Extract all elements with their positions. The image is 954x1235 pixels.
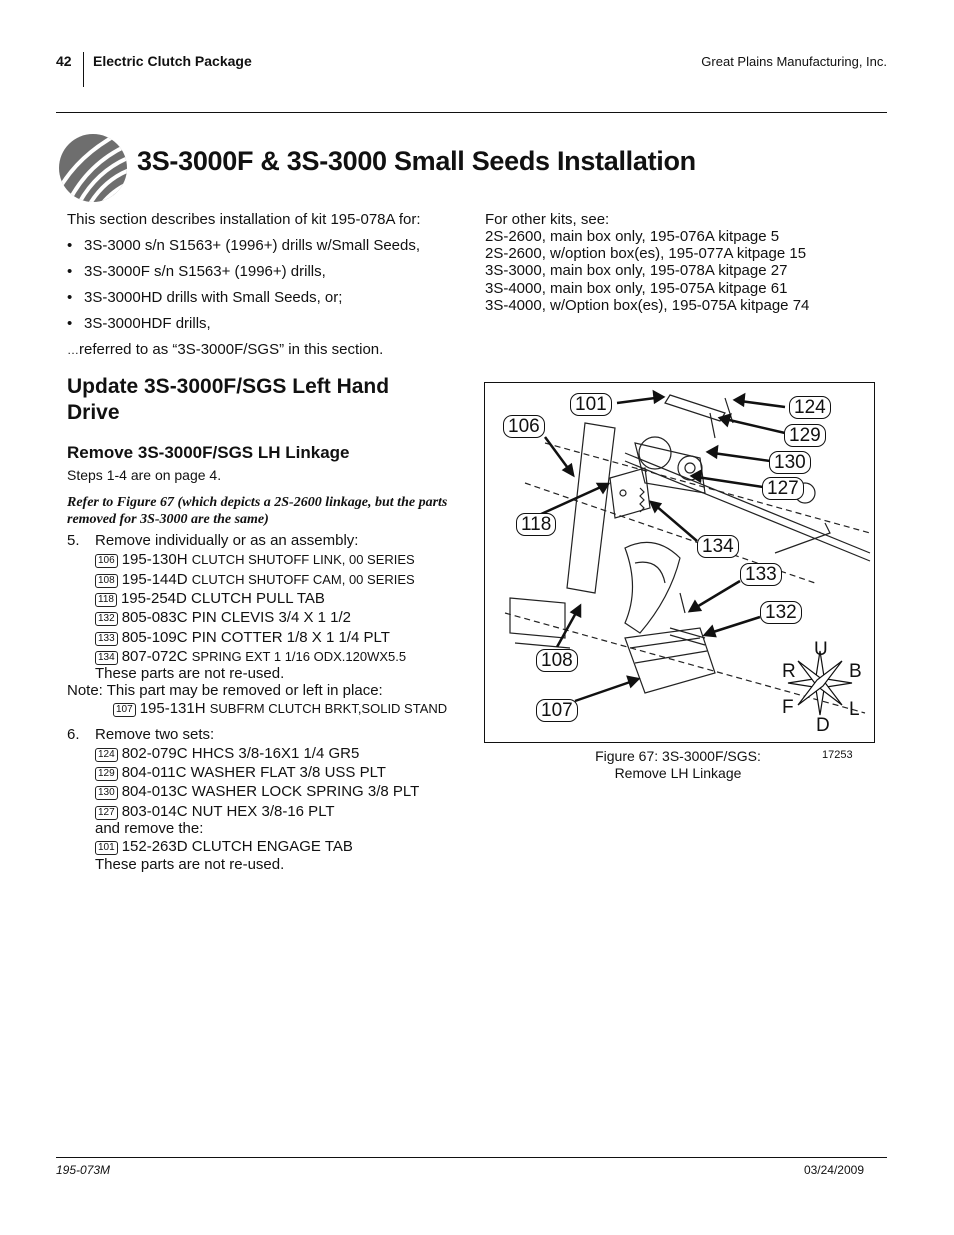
callout-ref: 101 [95, 841, 118, 855]
not-reused-note: These parts are not re-used. [95, 665, 285, 682]
callout-ref: 106 [95, 554, 118, 568]
other-kits-lead: For other kits, see: [485, 211, 610, 228]
footer-rule [56, 1157, 887, 1158]
direction-left: L [849, 699, 860, 720]
header-section: Electric Clutch Package [93, 53, 252, 69]
callout-133: 133 [740, 563, 782, 586]
part-desc: SUBFRM CLUTCH BRKT,SOLID STAND [209, 701, 448, 716]
direction-front: F [782, 697, 794, 718]
subheading: Remove 3S-3000F/SGS LH Linkage [67, 443, 350, 462]
part-line [95, 764, 386, 781]
part-number: 152-263D [121, 838, 188, 855]
callout-ref: 108 [95, 574, 118, 588]
step-6-text: Remove two sets: [95, 726, 215, 743]
part-number: 195-254D [120, 590, 187, 607]
callout-ref: 127 [95, 806, 118, 820]
part-number: 803-014C [121, 803, 188, 820]
referred-note [67, 341, 383, 358]
part-desc: WASHER LOCK SPRING 3/8 PLT [191, 783, 420, 800]
callout-106: 106 [503, 415, 545, 438]
figure-67 [484, 382, 875, 743]
part-number: 195-144D [121, 571, 188, 588]
part-desc: PIN COTTER 1/8 X 1 1/4 PLT [191, 629, 390, 646]
step-5-text: Remove individually or as an assembly: [95, 532, 359, 549]
part-number: 804-011C [121, 764, 187, 781]
kit-reference: 3S-4000, main box only, 195-075A kitpage 61 [485, 280, 788, 297]
callout-ref: 124 [95, 748, 118, 762]
caption-line-2: Remove LH Linkage [614, 765, 742, 781]
part-desc: HHCS 3/8-16X1 1/4 GR5 [191, 745, 360, 762]
intro-lead: This section describes installation of kit 195-078A for: [67, 211, 421, 228]
footer-date: 03/24/2009 [803, 1163, 864, 1177]
callout-134: 134 [697, 535, 739, 558]
part-line [95, 629, 390, 646]
part-line [95, 590, 325, 607]
footer-doc-number: 195-073M [56, 1163, 111, 1177]
part-line [95, 571, 415, 588]
part-line [95, 745, 359, 762]
part-line [95, 838, 353, 855]
part-desc: SPRING EXT 1 1/16 ODX.120WX5.5 [191, 649, 407, 664]
callout-124: 124 [789, 396, 831, 419]
and-remove-text: and remove the: [95, 820, 204, 837]
callout-ref: 118 [95, 593, 117, 607]
callout-ref: 134 [95, 651, 118, 665]
callout-ref: 129 [95, 767, 118, 781]
part-line [95, 551, 415, 568]
referred-text: referred to as “3S-3000F/SGS” in this section. [79, 341, 384, 358]
header-divider [83, 52, 84, 87]
part-desc: CLUTCH PULL TAB [191, 590, 325, 607]
callout-118: 118 [516, 513, 556, 536]
step-6-number: 6. [67, 726, 80, 743]
direction-up: U [814, 639, 828, 660]
figure-number: 17253 [822, 749, 853, 761]
figure-caption [560, 748, 796, 782]
part-line [95, 783, 419, 800]
not-reused-note: These parts are not re-used. [95, 856, 285, 873]
caption-line-1: Figure 67: 3S-3000F/SGS: [595, 748, 761, 764]
callout-132: 132 [760, 601, 802, 624]
part-desc: PIN CLEVIS 3/4 X 1 1/2 [191, 609, 352, 626]
note-text: Note: This part may be removed or left in place: [67, 682, 383, 699]
callout-101: 101 [570, 393, 612, 416]
direction-back: B [849, 661, 862, 682]
part-number: 805-083C [121, 609, 188, 626]
part-desc: CLUTCH ENGAGE TAB [191, 838, 353, 855]
part-number: 195-131H [139, 700, 206, 717]
part-desc: NUT HEX 3/8-16 PLT [191, 803, 335, 820]
part-number: 195-130H [121, 551, 188, 568]
part-desc: WASHER FLAT 3/8 USS PLT [190, 764, 386, 781]
callout-129: 129 [784, 424, 826, 447]
header-company: Great Plains Manufacturing, Inc. [701, 54, 887, 69]
callout-127: 127 [762, 477, 804, 500]
kit-reference: 2S-2600, w/option box(es), 195-077A kitpage 15 [485, 245, 807, 262]
direction-down: D [816, 715, 830, 736]
part-line [95, 609, 351, 626]
part-line [113, 700, 447, 717]
callout-ref: 133 [95, 632, 118, 646]
part-number: 802-079C [121, 745, 188, 762]
callout-130: 130 [769, 451, 811, 474]
header-rule [56, 112, 887, 113]
direction-right: R [782, 661, 796, 682]
page-title: 3S-3000F & 3S-3000 Small Seeds Installation [137, 146, 696, 176]
part-number: 805-109C [121, 629, 188, 646]
kit-reference: 3S-4000, w/Option box(es), 195-075A kitpage 74 [485, 297, 810, 314]
kit-reference: 2S-2600, main box only, 195-076A kitpage 5 [485, 228, 780, 245]
section-heading: Update 3S-3000F/SGS Left Hand Drive [67, 375, 390, 424]
part-desc: CLUTCH SHUTOFF LINK, 00 SERIES [191, 552, 415, 567]
callout-ref: 132 [95, 612, 118, 626]
callout-107: 107 [536, 699, 578, 722]
ellipsis: … [67, 343, 79, 357]
part-number: 807-072C [121, 648, 188, 665]
part-line [95, 803, 335, 820]
callout-ref: 107 [113, 703, 136, 717]
refer-note: Refer to Figure 67 (which depicts a 2S-2600 linkage, but the parts removed for 3S-3000 are the same) [67, 495, 448, 527]
part-line [95, 648, 406, 665]
great-plains-logo-icon [58, 133, 128, 203]
part-number: 804-013C [121, 783, 188, 800]
callout-108: 108 [536, 649, 578, 672]
part-desc: CLUTCH SHUTOFF CAM, 00 SERIES [191, 572, 415, 587]
callout-ref: 130 [95, 786, 118, 800]
step-5-number: 5. [67, 532, 80, 549]
steps-note: Steps 1-4 are on page 4. [67, 467, 222, 483]
kit-reference: 3S-3000, main box only, 195-078A kitpage 27 [485, 262, 788, 279]
page-number: 42 [56, 53, 72, 69]
